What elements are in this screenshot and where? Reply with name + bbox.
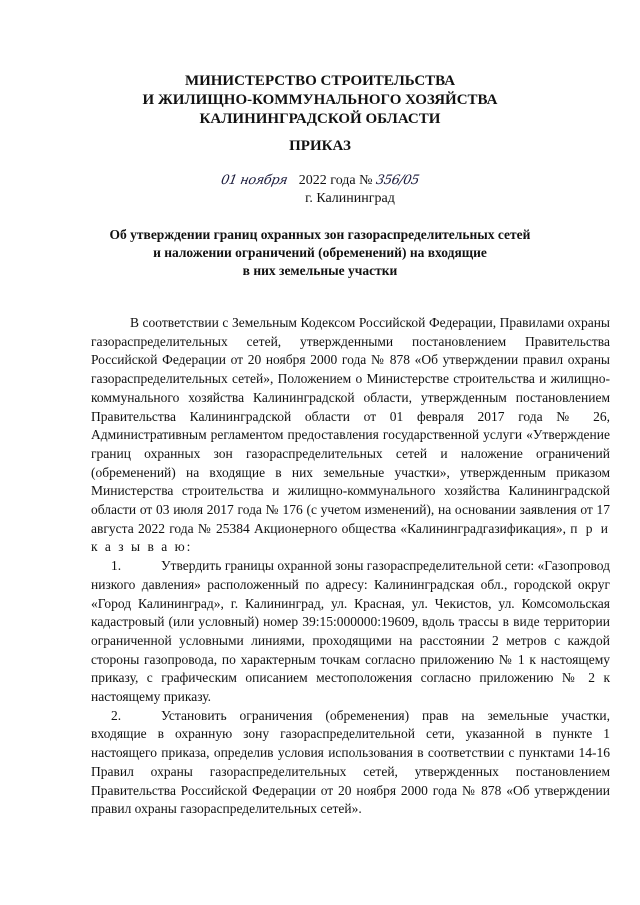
ministry-header [0,72,640,129]
intro-command: п р и к а з ы в а ю: [91,520,611,555]
item-2-paragraph [91,707,610,819]
subject-line-3: в них земельные участки [242,263,398,278]
header-line-1: МИНИСТЕРСТВО СТРОИТЕЛЬСТВА [184,73,456,89]
intro-text: В соответствии с Земельным Кодексом Российской Федерации, Правилами охраны газораспределительных сетей, утвержденными постановлением Правительства Российской Федерации от 20 ноября 2000 года № 878 «Об утверждении правил охраны газораспределительных сетей», Положением о Министерстве строительства и жилищно-коммунального хозяйства Калининградской области, утвержденным постановлением Правительства Калининградской области от 01 февраля 2017 года № 26, Административным регламентом предоставления государственной услуги «Утверждение границ охранных зон газораспределительных сетей и наложение ограничений (обременений) на входящие в них земельные участки», утвержденным приказом Министерства строительства и жилищно-коммунального хозяйства Калининградской области от 03 июля 2017 года № 176 (с учетом изменений), на основании заявления от 17 августа 2022 года № 25384 Акционерного общества «Калининградгазификация», [91,315,610,536]
header-line-2: И ЖИЛИЩНО-КОММУНАЛЬНОГО ХОЗЯЙСТВА [142,92,498,108]
city: г. Калининград [305,191,395,206]
date-line [0,172,640,208]
order-subject [90,226,550,280]
subject-line-1: Об утверждении границ охранных зон газораспределительных сетей [109,227,531,242]
handwritten-date: 01 ноября [219,173,289,188]
item-1-text: Утвердить границы охранной зоны газораспределительной сети: «Газопровод низкого давления» расположенный по адресу: Калининградская обл., городской округ «Город Калининград», г. Калининград, ул. Красная, ул. Чекистов, ул. Комсомольская кадастровый (или условный) номер 39:15:000000:19609, вдоль трассы в виде территории ограниченной условными линиями, проходящими на расстоянии 2 метров с каждой стороны газопровода, по характерным точкам согласно приложению № 1 к настоящему приказу, с графическим описанием местоположения согласно приложению № 2 к настоящему приказу. [91,558,610,705]
subject-line-2: и наложении ограничений (обременений) на входящие [153,245,487,260]
item-2-text: Установить ограничения (обременения) прав на земельные участки, входящие в охранную зону газораспределительной сети, указанной в пункте 1 настоящего приказа, определив условия использования в соответствии с пунктами 14-16 Правил охраны газораспределительных сетей, утвержденных постановлением Правительства Российской Федерации от 20 ноября 2000 года № 878 «Об утверждении правил охраны газораспределительных сетей». [91,707,610,817]
order-title: ПРИКАЗ [289,138,351,154]
item-2-number: 2. [111,707,122,723]
item-1-number: 1. [111,558,122,574]
header-line-3: КАЛИНИНГРАДСКОЙ ОБЛАСТИ [199,111,441,127]
intro-paragraph [91,314,610,557]
date-year: 2022 года № [298,173,373,188]
handwritten-order-number: 356/05 [375,173,421,188]
item-1-paragraph [91,557,610,707]
order-body [91,314,610,819]
